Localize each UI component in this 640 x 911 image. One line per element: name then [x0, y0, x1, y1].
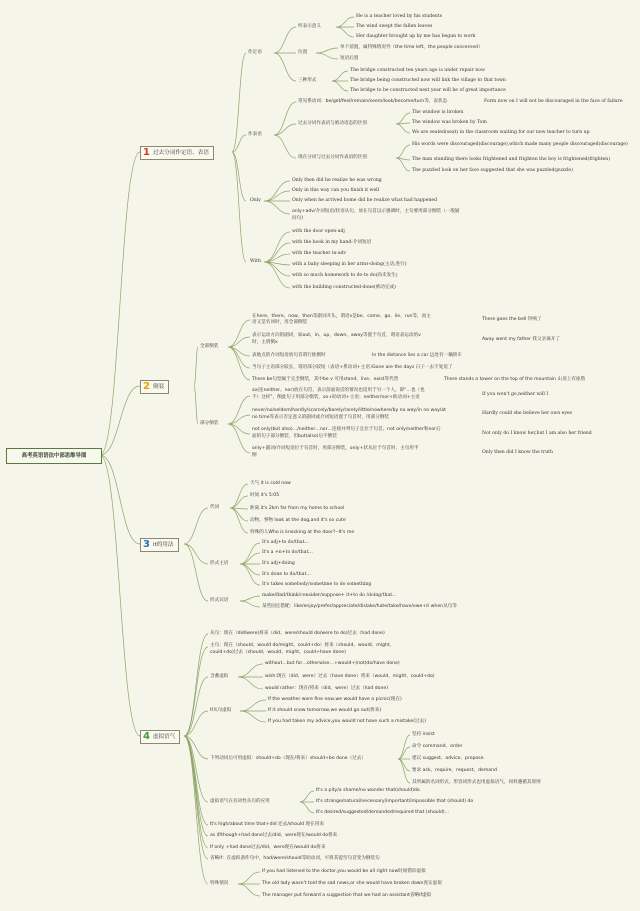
leaf: without…but for…otherwise…+would+(not)do/have done): [265, 661, 400, 666]
node-teshu: 特殊情况: [210, 881, 229, 886]
leaf: Her daughter brought up by me has begun to work: [356, 34, 476, 39]
connector: [184, 634, 208, 736]
example: Gone are the days 日子一去不复返了: [372, 365, 453, 370]
connector: [316, 53, 338, 59]
connector: [232, 53, 246, 152]
leaf: make/find/think/consider/suppose+ it+to do /doing/that…: [262, 593, 397, 598]
connector: [398, 735, 410, 759]
leaf: 某些固定搭配：like/enjoy/prefer/appreciate/dislake/hate/take/have/owe+it when从句等: [262, 604, 457, 609]
leaf: The bridge being constructed now will link the village to that town: [350, 78, 506, 83]
section-4-label: 虚拟语气: [152, 734, 176, 740]
connector: [300, 802, 314, 813]
connector: [100, 455, 140, 736]
connector: [396, 124, 410, 133]
leaf: 在here、there、now、then等副词开头，谓语v是be、come、go、lie、run等，而主: [252, 314, 431, 319]
leaf: with the building constructed-done(被动完成): [292, 285, 396, 290]
section-3-node: [140, 538, 179, 552]
leaf: with a baby sleeping in her arms-doing(主动,进行): [292, 262, 407, 267]
leaf: could+do)过去（should、would、might、could+have done): [210, 650, 346, 655]
leaf: 坚持 insist: [412, 732, 435, 737]
connector: [300, 791, 314, 802]
connector: [336, 27, 354, 37]
connector: [194, 347, 198, 386]
connector: [228, 424, 250, 453]
example: There stands a tower on the top of the mountain 山顶上有座塔: [444, 377, 586, 382]
connector: [184, 736, 208, 859]
connector: [396, 145, 410, 158]
node-changjian: 常见系动词：be/get/feel/remain/seem/look/become/turn等，表状态: [298, 99, 448, 104]
leaf: If you had listened to the doctor,you would be all right now时间错综虚拟: [262, 869, 426, 874]
connector: [230, 496, 248, 508]
node-with: With: [250, 259, 261, 264]
leaf: 距离 it's 2km far from my home to school: [250, 506, 345, 511]
leaf: wish:现在（did、were）过去（have done）将来（would、might、could+do): [265, 674, 435, 679]
connector: [264, 262, 290, 276]
connector: [332, 71, 348, 81]
leaf: with the door open-adj: [292, 229, 345, 234]
connector: [274, 53, 296, 81]
example: Hardly could she believe her own eyes: [482, 411, 572, 416]
node-qubie2: 现在分词与过去分词作表语的区别: [298, 155, 367, 160]
example: There goes the bell 铃响了: [482, 317, 542, 322]
node-biaoyu: 作表语: [248, 132, 262, 137]
leaf: The bridge constructed ten years ago is under repair now: [350, 68, 485, 73]
node-sanzhong: 三种形式: [298, 78, 317, 83]
section-1-label: 过去分词作定语、表语: [152, 150, 209, 156]
leaf: never/no/seldom/hardly/scarcely/barely/rarely/little/nowhere/by no way/in no way/at: [252, 408, 446, 413]
connector: [264, 232, 290, 262]
connector: [264, 201, 290, 214]
connector: [184, 647, 208, 736]
connector: [228, 347, 250, 368]
node-xialie: 下列动词后可用虚拟：should+do（现在/将来）should+be done（过去）: [210, 756, 366, 761]
leaf: 问句): [292, 216, 303, 221]
node-hanxu: 含蓄虚拟: [210, 674, 229, 679]
connector: [228, 337, 250, 347]
leaf: 倒: [252, 453, 257, 458]
connector: [232, 152, 246, 262]
section-4-number: 4: [143, 731, 150, 742]
connector: [332, 81, 348, 91]
leaf: 省略if：在虚拟条件句中，had/were/should等助动词，可将其提至句首变为倒装句: [210, 856, 380, 861]
leaf: If only +had done过去/did、were现在/would do将来: [210, 845, 326, 850]
node-dingyu: 作定语: [248, 50, 262, 55]
leaf: The window is broken: [412, 110, 464, 115]
connector: [184, 544, 208, 564]
leaf: 时间 it's 5:05: [250, 493, 280, 498]
leaf: It's desired/suggested/demanded/required that (should)…: [316, 810, 450, 815]
leaf: 时，主谓倒x: [252, 340, 278, 345]
leaf: 当句子主语部分较长，谓语部分较短（表语+系动词+主语）: [252, 365, 375, 370]
leaf: 面的句子部分倒装，但but(also)后不倒装: [252, 434, 337, 439]
section-3-label: it的用法: [152, 542, 174, 548]
leaf: The window was broken by Tom: [412, 120, 487, 125]
connector: [194, 386, 198, 424]
leaf: Only when he arrived home did he realize what had happened: [292, 198, 438, 203]
leaf: no time等表示否定意义的副词或介词短语置于句首时，用部分倒装: [252, 415, 390, 420]
connector: [238, 872, 260, 884]
leaf: with the teacher in-adv: [292, 251, 347, 256]
connector: [264, 243, 290, 262]
leaf: 表示运动方向的副词，如out、in、up、down、away等置于句首，谓语表运动的v: [252, 333, 421, 338]
leaf: It's high/about time that+did 还去/should 现在用来: [210, 822, 324, 827]
connector: [274, 27, 296, 53]
leaf: 要求 ask、require、request、demand: [412, 768, 497, 773]
section-1-number: 1: [143, 147, 150, 158]
node-bufen: 部分倒装: [200, 421, 219, 426]
leaf: It's a pity/a shame/no wonder that(should)do: [316, 788, 420, 793]
leaf: We are seated(seat) in the classroom waiting for our new teacher to turn up: [412, 130, 590, 135]
leaf: It's a +n+to do/that…: [262, 550, 313, 555]
leaf: 单个前置，属特殊情况外（the time left、the people concerned）: [340, 45, 483, 50]
connector: [228, 424, 250, 434]
connector: [240, 596, 260, 601]
node-biaoshi: 所表示意义: [298, 24, 321, 29]
connector: [228, 320, 250, 347]
node-only: Only: [250, 198, 261, 203]
leaf: only+副词/介词短语位于句首时，用部分倒装，only+状从位于句首时，主句用半: [252, 446, 419, 451]
leaf: 表地点的介词短语放句首谓行推倒时: [252, 353, 326, 358]
leaf: would rather：现在/将来（did、were）过去（had done): [265, 686, 389, 691]
leaf: If you had taken my advice,you would not have such a mistake(过去): [268, 719, 427, 724]
node-xingshi-binyu: 形式宾语: [210, 598, 229, 603]
connector: [100, 455, 140, 544]
leaf: 天气 it is cold now: [250, 481, 291, 486]
leaf: Only then did he realize he was wrong: [292, 178, 382, 183]
connector: [398, 747, 410, 759]
leaf: 建议 suggest、advice、propose: [412, 756, 484, 761]
connector: [238, 677, 263, 689]
leaf: with so much homework to do-to do(尚未发生): [292, 273, 398, 278]
leaf: The puzzled look on her face suggested that she was puzzled(puzzle): [412, 168, 573, 173]
connector: [274, 124, 296, 135]
leaf: 不）这样"，倒此句子用部分倒装，so+助动词+主语；neither/nor+助动词+主语: [252, 395, 420, 400]
connector: [264, 181, 290, 201]
leaf: The manager put forward a suggestion that we had an assistant省略if虚拟: [262, 893, 432, 898]
leaf: His words were discouraged(discourage),which made many people discouraged(discourage): [412, 142, 628, 147]
example: If you won't go,neither will I: [482, 392, 549, 397]
leaf: It's takes somebody/sometime to do something: [262, 582, 372, 587]
connector: [184, 736, 208, 836]
leaf: with the book in my hand-介词短语: [292, 240, 372, 245]
connector: [398, 759, 410, 771]
connector: [184, 508, 208, 544]
node-xingshi-zhuyu: 形式主语: [210, 561, 229, 566]
leaf: Form now on I will not be discouraged in the face of failure: [484, 99, 623, 104]
connector: [238, 664, 263, 677]
leaf: The bridge to be constructed next year will be of great importance: [350, 88, 506, 93]
connector: [240, 601, 260, 607]
connector: [264, 191, 290, 201]
leaf: If the weather were fine now,we would have a picnic(现在): [268, 697, 402, 702]
leaf: 动物、事物 look at the dog,and it's so cute: [250, 518, 346, 523]
connector: [240, 564, 260, 575]
connector: [274, 135, 296, 158]
connector: [230, 508, 248, 521]
node-xuni-cong: 虚拟语气在名词性从句的应用: [210, 799, 270, 804]
connector: [238, 884, 260, 896]
connector: [100, 152, 140, 455]
leaf: If it should snow tomorrow,we would go out(将来): [268, 708, 382, 713]
example: Only then did I know the truth: [482, 450, 553, 455]
leaf: 短语后置: [340, 56, 359, 61]
leaf: 主句：现在（should、would do/might、could+do）将来（should、would、might、: [210, 643, 395, 648]
node-quanbu: 全部倒装: [200, 344, 219, 349]
leaf: It's adj+to do/that…: [262, 540, 310, 545]
leaf: The wind swept the fallen leaves: [356, 24, 433, 29]
node-daici: 代词: [210, 505, 220, 510]
leaf: It's adj+doing: [262, 561, 295, 566]
connector: [240, 711, 266, 722]
leaf: He is a teacher loved by his students: [356, 14, 443, 19]
node-ifcong: If从句虚拟: [210, 708, 232, 713]
example: Not only do I know her,but I am also her friend: [482, 431, 592, 436]
node-qubie1: 过去分词作表语与被动语态的区别: [298, 121, 367, 126]
connector: [184, 544, 208, 601]
connector: [264, 262, 290, 288]
leaf: There be句型属于完全倒装，其中be v 可用stand、live、exist等代替: [252, 377, 399, 382]
section-2-label: 倒装: [152, 384, 165, 390]
leaf: not only(but also)…/neither…nor…连接并列句子且位于句首，not only/neither和nor后: [252, 427, 441, 432]
leaf: so(连neither、nor)放在句首，表示前面说话的情况也适用于另一个人，即"…也（也: [252, 388, 425, 393]
leaf: It's strange/natural/necessary/important/impossible that (should) do: [316, 799, 474, 804]
connector: [396, 113, 410, 124]
example: Away went my father 我父亲离开了: [482, 337, 560, 342]
connector: [230, 484, 248, 508]
connector: [274, 102, 296, 135]
section-2-number: 2: [143, 381, 150, 392]
node-weizhi: 位置: [298, 50, 308, 55]
leaf: Only in this way can you finish it well: [292, 188, 380, 193]
leaf: as if/though+had done过去/did、were现在/would do将来: [210, 833, 338, 838]
leaf: 命令 command、order: [412, 744, 463, 749]
connector: [336, 17, 354, 27]
connector: [232, 152, 246, 201]
leaf: only+adv/介词短语/状语从句，放在句首以示强调时，主句要用部分倒装（一般疑: [292, 209, 460, 214]
leaf: 特殊的人Who is knocking at the door?--It's me: [250, 530, 355, 535]
connector: [398, 759, 410, 783]
leaf: 语又是名词时，用全部倒装: [252, 320, 308, 325]
example: In the distance lies a car 远处有一辆轿车: [372, 353, 463, 358]
leaf: 其所属的名词形式、形容词形式也用虚拟语气，同样遵循其原则: [412, 780, 541, 785]
connector: [316, 48, 338, 53]
leaf: It's done to do/that…: [262, 572, 311, 577]
section-2-node: [140, 380, 169, 394]
connector: [240, 700, 266, 711]
connector: [240, 553, 260, 564]
leaf: The man standing there looks frightened and frighten the boy is frightened(frighten): [412, 157, 610, 162]
section-3-number: 3: [143, 539, 150, 550]
section-4-node: [140, 730, 180, 744]
leaf: The old lady wasn't told the sad news,or she would have broken down真实虚拟: [262, 881, 442, 886]
leaf: 从句：现在（did/were)将来（did、were/should do/were to do)过去（had done): [210, 631, 385, 636]
root-node: 高考英语语法中部思维导图: [6, 448, 102, 464]
connector: [184, 736, 208, 848]
section-1-node: [140, 146, 214, 160]
